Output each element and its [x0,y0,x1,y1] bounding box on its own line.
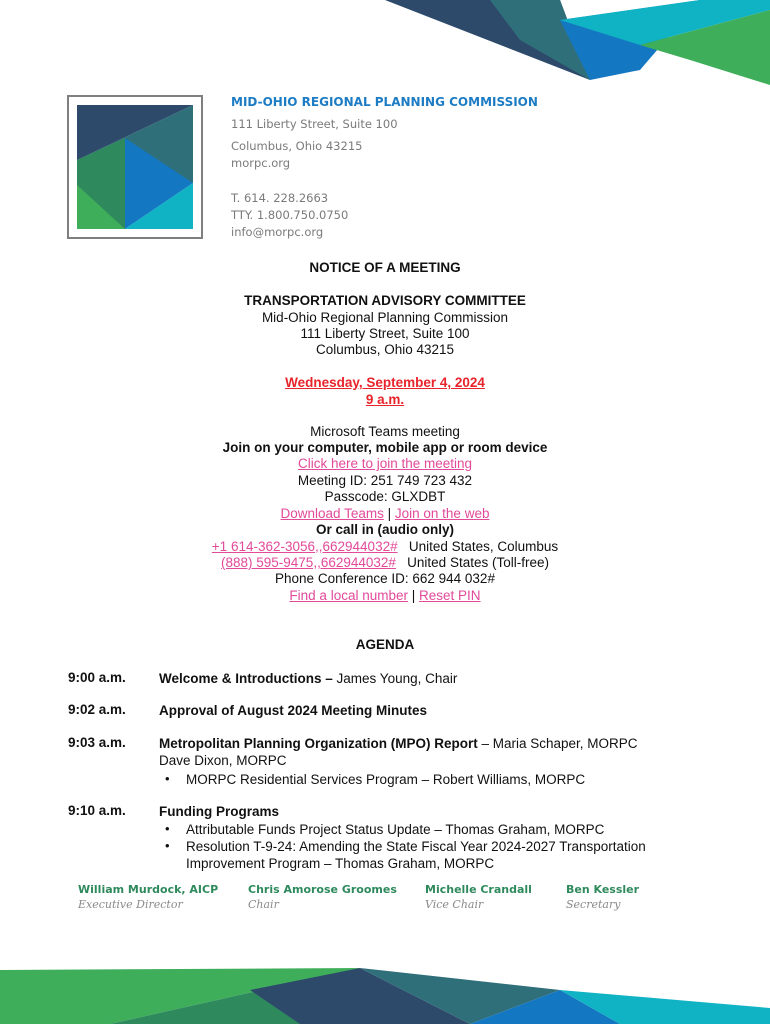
agenda-item [159,702,699,719]
agenda-time: 9:00 a.m. [68,670,126,685]
teams-title: Microsoft Teams meeting [310,424,460,439]
phone1-link[interactable]: +1 614-362-3056,,662944032# [211,539,398,554]
phone: T. 614. 228.2663 [231,191,329,205]
agenda-item [159,670,699,687]
conference-id: Phone Conference ID: 662 944 032# [275,571,495,586]
tty: TTY. 1.800.750.0750 [231,208,349,222]
phone2-link[interactable]: (888) 595-9475,,662944032# [221,555,396,570]
officer-title: Chair [248,898,279,911]
committee-name: TRANSPORTATION ADVISORY COMMITTEE [244,293,526,308]
venue-line3: Columbus, Ohio 43215 [315,342,455,357]
bottom-decoration [0,960,770,1024]
passcode: Passcode: GLXDBT [324,489,446,504]
top-decoration [0,0,770,90]
phone2-label: United States (Toll-free) [407,555,549,570]
officer-name: Chris Amorose Groomes [248,883,397,896]
download-teams-link[interactable]: Download Teams [280,506,384,521]
address-line2: Columbus, Ohio 43215 [231,139,363,153]
officer-name: William Murdock, AICP [78,883,219,896]
website: morpc.org [231,156,291,170]
join-heading: Join on your computer, mobile app or room device [222,440,548,455]
agenda-bullet-continued: Improvement Program – Thomas Graham, MORPC [186,856,495,871]
agenda-item [159,803,699,820]
join-web-link[interactable]: Join on the web [394,506,490,521]
footer-officer [78,883,218,911]
agenda-item-title: Funding Programs [159,804,280,819]
agenda-item-title: Approval of August 2024 Meeting Minutes [159,703,428,718]
officer-title: Secretary [566,898,621,911]
link-separator-2: | [411,588,416,603]
morpc-logo [67,95,203,239]
local-number-link[interactable]: Find a local number [289,588,408,603]
agenda-bullet: Attributable Funds Project Status Update – Thomas Graham, MORPC [186,822,605,837]
agenda-item-line2: Dave Dixon, MORPC [159,753,287,768]
email: info@morpc.org [231,225,324,239]
bullet-icon: • [165,771,170,786]
agenda-bullet: Resolution T-9-24: Amending the State Fiscal Year 2024-2027 Transportation [186,839,646,854]
agenda-item [159,735,699,752]
bullet-icon: • [165,838,170,853]
agenda-item-title: Welcome & Introductions – [159,671,333,686]
agenda-item-title: Metropolitan Planning Organization (MPO) Report [159,736,478,751]
reset-pin-link[interactable]: Reset PIN [419,588,481,603]
phone1-label: United States, Columbus [408,539,559,554]
venue-line1: Mid-Ohio Regional Planning Commission [261,310,509,325]
footer-officer [425,883,532,911]
bullet-icon: • [165,821,170,836]
agenda-heading: AGENDA [355,637,415,652]
officer-title: Vice Chair [425,898,484,911]
notice-heading: NOTICE OF A MEETING [309,260,461,275]
meeting-id: Meeting ID: 251 749 723 432 [297,473,473,488]
agenda-item-presenter: – Maria Schaper, MORPC [477,736,638,751]
org-name: MID-OHIO REGIONAL PLANNING COMMISSION [231,95,538,109]
agenda-time: 9:03 a.m. [68,735,126,750]
footer-officer [248,883,397,911]
agenda-time: 9:10 a.m. [68,803,126,818]
link-separator: | [387,506,392,521]
footer-officer [566,883,639,911]
venue-line2: 111 Liberty Street, Suite 100 [300,326,470,341]
officer-name: Ben Kessler [566,883,640,896]
agenda-item-presenter: James Young, Chair [332,671,458,686]
officer-title: Executive Director [78,898,183,911]
address-line1: 111 Liberty Street, Suite 100 [231,117,398,131]
meeting-date: Wednesday, September 4, 2024 [285,375,485,390]
agenda-time: 9:02 a.m. [68,702,126,717]
agenda-bullet: MORPC Residential Services Program – Robert Williams, MORPC [186,772,586,787]
officer-name: Michelle Crandall [425,883,532,896]
meeting-time: 9 a.m. [365,392,405,407]
call-in-heading: Or call in (audio only) [315,522,454,537]
join-meeting-link[interactable]: Click here to join the meeting [297,456,473,471]
